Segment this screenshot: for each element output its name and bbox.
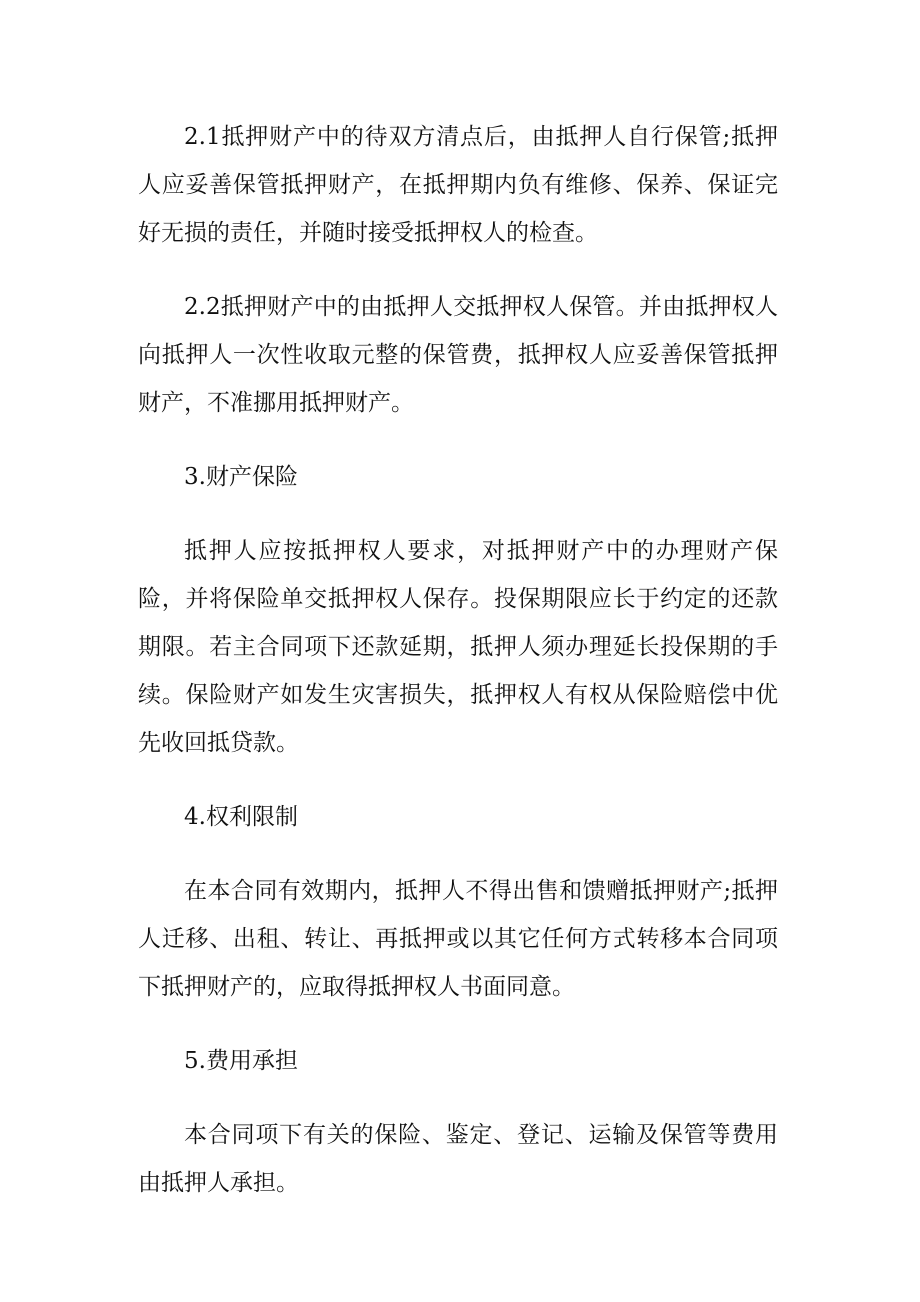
section-heading-property-insurance: 3.财产保险 [184,464,298,490]
rights-restriction-paragraph: 在本合同有效期内，抵押人不得出售和馈赠抵押财产;抵押人迁移、出租、转让、再抵押或以其它任何方式转移本合同项下抵押财产的，应取得抵押权人书面同意。 [138,878,778,1000]
section-heading-cost-bearing: 5.费用承担 [184,1048,298,1074]
cost-bearing-paragraph: 本合同项下有关的保险、鉴定、登记、运输及保管等费用由抵押人承担。 [138,1122,778,1196]
document-body [138,113,778,1233]
property-insurance-paragraph: 抵押人应按抵押权人要求，对抵押财产中的办理财产保险，并将保险单交抵押权人保存。投保期限应长于约定的还款期限。若主合同项下还款延期，抵押人须办理延长投保期的手续。保险财产如发生灾害损失，抵押权人有权从保险赔偿中优先收回抵贷款。 [138,538,778,756]
clause-2-2-paragraph: 2.2抵押财产中的由抵押人交抵押权人保管。并由抵押权人向抵押人一次性收取元整的保管费，抵押权人应妥善保管抵押财产，不准挪用抵押财产。 [138,294,778,416]
section-heading-rights-restriction: 4.权利限制 [184,804,298,830]
clause-2-1-paragraph: 2.1抵押财产中的待双方清点后，由抵押人自行保管;抵押人应妥善保管抵押财产，在抵押期内负有维修、保养、保证完好无损的责任，并随时接受抵押权人的检查。 [138,124,778,246]
